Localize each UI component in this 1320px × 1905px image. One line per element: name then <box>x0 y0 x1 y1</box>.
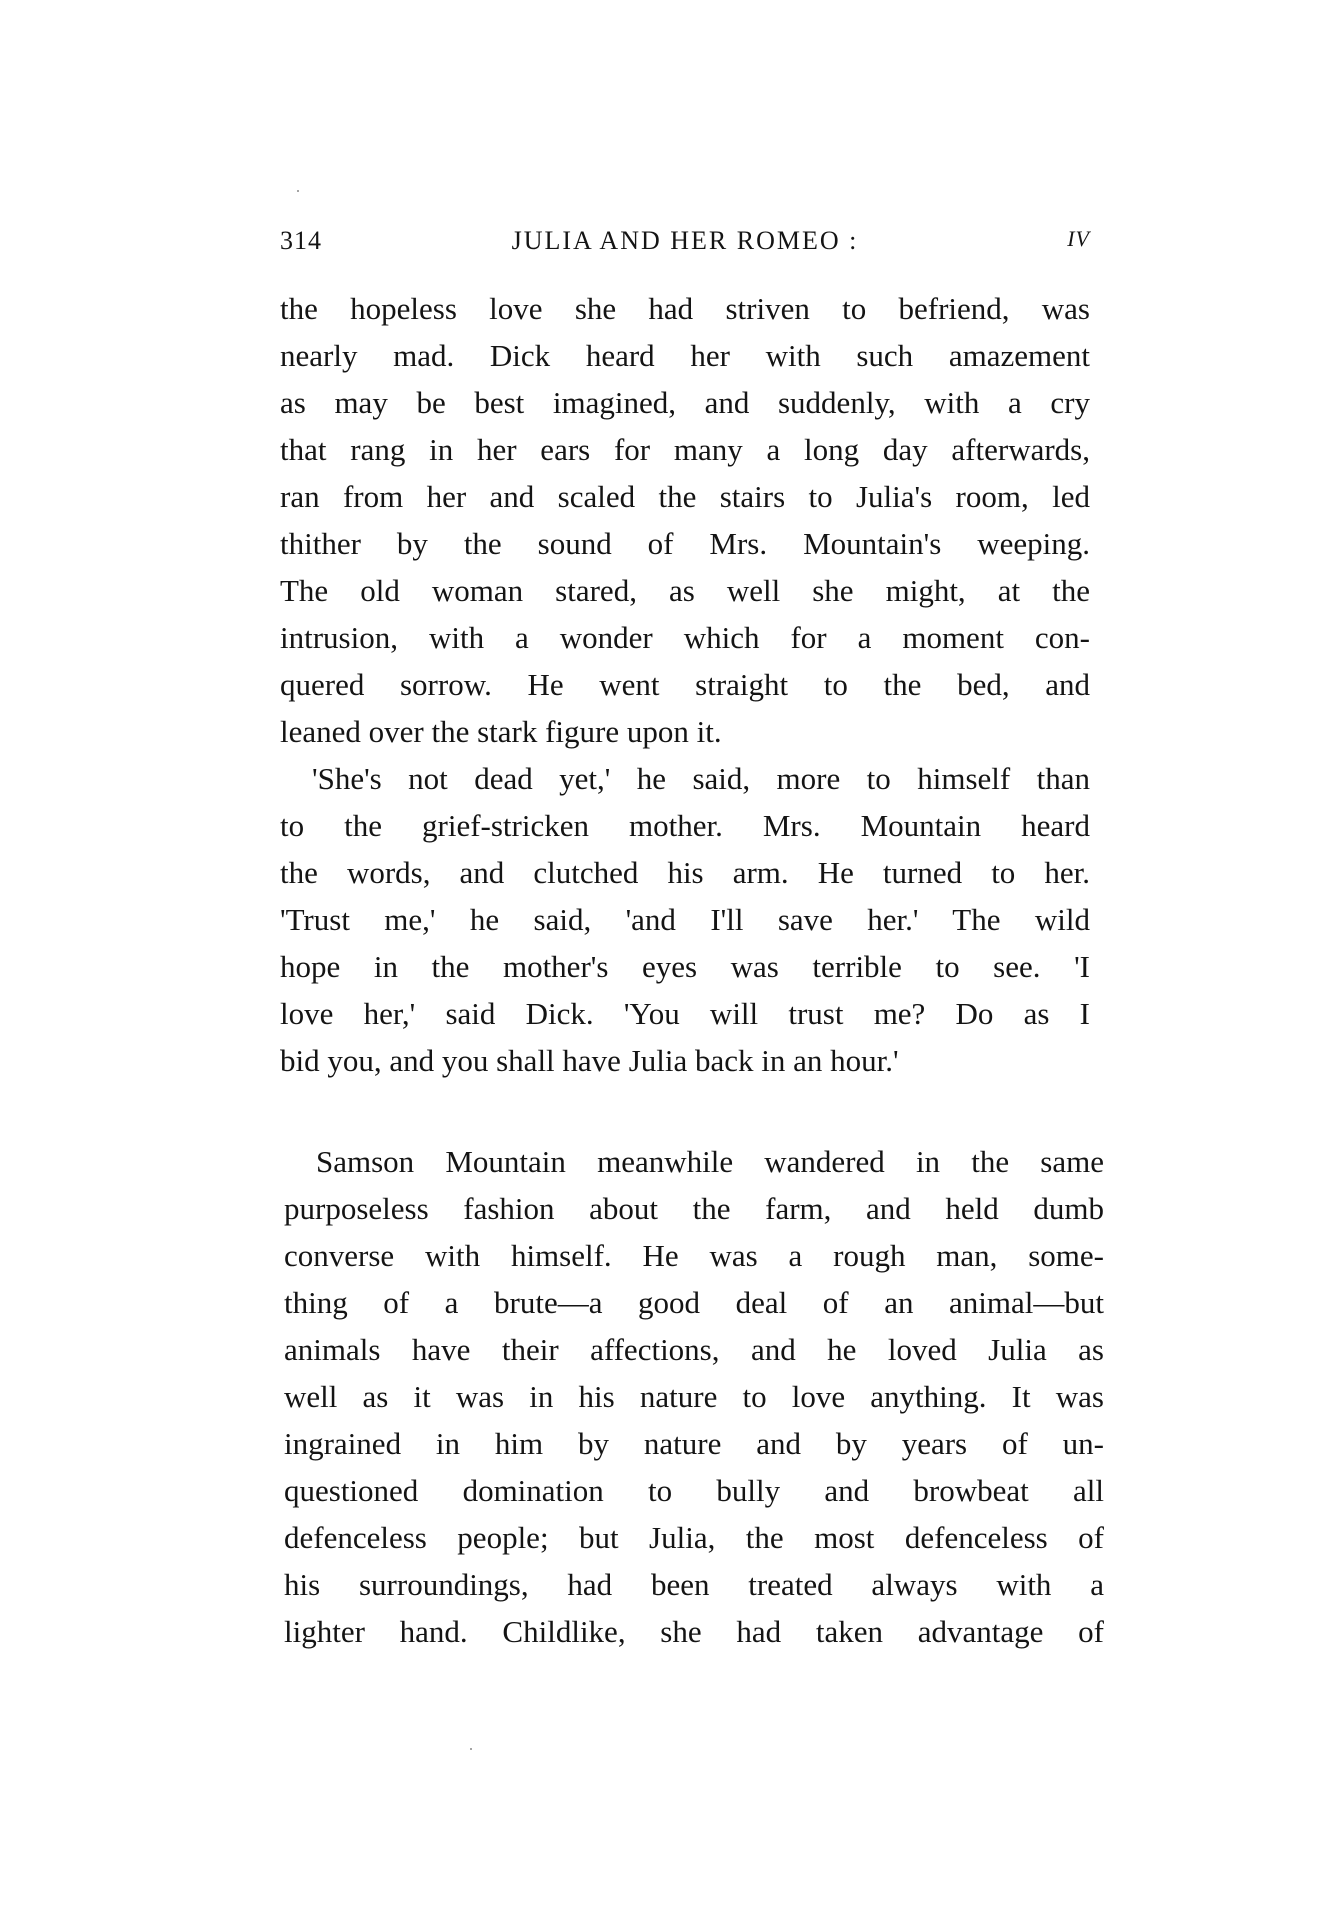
text-line: as may be best imagined, and suddenly, with a cry <box>280 385 1090 420</box>
text-line: that rang in her ears for many a long day afterwards, <box>280 432 1090 467</box>
text-line: nearly mad. Dick heard her with such amazement <box>280 338 1090 373</box>
text-line: leaned over the stark figure upon it. <box>280 714 722 749</box>
text-line: intrusion, with a wonder which for a moment con- <box>280 620 1090 655</box>
text-line: purposeless fashion about the farm, and held dumb <box>284 1191 1104 1226</box>
paragraph-3 <box>284 1138 1104 1655</box>
text-block-lower <box>284 1138 1104 1655</box>
text-line: to the grief-stricken mother. Mrs. Mountain heard <box>280 808 1090 843</box>
text-line: thing of a brute—a good deal of an animal—but <box>284 1285 1104 1320</box>
text-line: 'She's not dead yet,' he said, more to himself than <box>312 761 1090 796</box>
paragraph-2 <box>280 755 1090 1084</box>
paper-speck <box>470 1748 472 1750</box>
text-line: thither by the sound of Mrs. Mountain's weeping. <box>280 526 1090 561</box>
text-line: converse with himself. He was a rough man, some- <box>284 1238 1104 1273</box>
text-line: ran from her and scaled the stairs to Julia's room, led <box>280 479 1090 514</box>
running-title: JULIA AND HER ROMEO : <box>511 226 859 255</box>
chapter-number: IV <box>1067 226 1090 251</box>
text-line: The old woman stared, as well she might, at the <box>280 573 1090 608</box>
text-line: animals have their affections, and he loved Julia as <box>284 1332 1104 1367</box>
running-head <box>280 226 1090 266</box>
text-line: 'Trust me,' he said, 'and I'll save her.' The wild <box>280 902 1090 937</box>
text-line: the hopeless love she had striven to befriend, was <box>280 291 1090 326</box>
text-line: Samson Mountain meanwhile wandered in the same <box>316 1144 1104 1179</box>
text-line: questioned domination to bully and browbeat all <box>284 1473 1104 1508</box>
text-line: defenceless people; but Julia, the most defenceless of <box>284 1520 1104 1555</box>
text-line: his surroundings, had been treated always with a <box>284 1567 1104 1602</box>
text-line: hope in the mother's eyes was terrible to see. 'I <box>280 949 1090 984</box>
page-number: 314 <box>280 226 322 255</box>
text-line: the words, and clutched his arm. He turned to her. <box>280 855 1090 890</box>
text-line: well as it was in his nature to love anything. It was <box>284 1379 1104 1414</box>
text-line: bid you, and you shall have Julia back in an hour.' <box>280 1043 899 1078</box>
paper-speck <box>297 190 299 192</box>
text-line: lighter hand. Childlike, she had taken advantage of <box>284 1614 1104 1649</box>
paragraph-1 <box>280 285 1090 755</box>
text-line: love her,' said Dick. 'You will trust me? Do as I <box>280 996 1090 1031</box>
text-block-upper <box>280 285 1090 1084</box>
text-line: quered sorrow. He went straight to the bed, and <box>280 667 1090 702</box>
text-line: ingrained in him by nature and by years of un- <box>284 1426 1104 1461</box>
